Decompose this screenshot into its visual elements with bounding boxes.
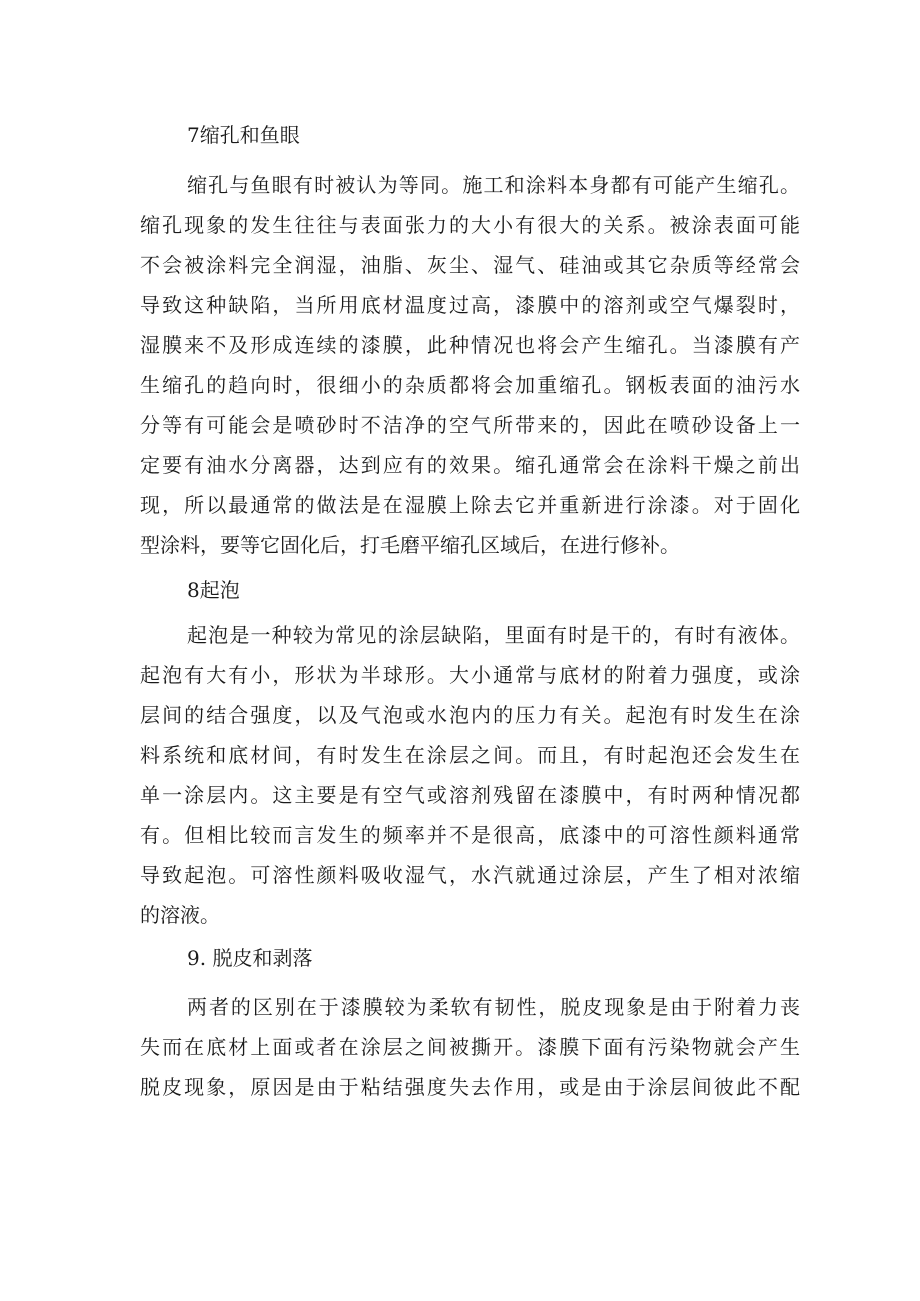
section-heading-7: 7缩孔和鱼眼	[187, 123, 300, 147]
paragraph-line: 起泡有大有小，形状为半球形。大小通常与底材的附着力强度，或涂	[140, 663, 800, 687]
paragraph-line: 有。但相比较而言发生的频率并不是很高，底漆中的可溶性颜料通常	[140, 823, 800, 847]
paragraph-line: 导致起泡。可溶性颜料吸收湿气，水汽就通过涂层，产生了相对浓缩	[140, 863, 800, 887]
section-heading-9: 9. 脱皮和剥落	[187, 946, 313, 970]
paragraph-line: 导致这种缺陷，当所用底材温度过高，漆膜中的溶剂或空气爆裂时，	[140, 293, 800, 317]
paragraph-line: 单一涂层内。这主要是有空气或溶剂残留在漆膜中，有时两种情况都	[140, 783, 800, 807]
paragraph-line: 定要有油水分离器，达到应有的效果。缩孔通常会在涂料干燥之前出	[140, 453, 800, 477]
paragraph-line: 型涂料，要等它固化后，打毛磨平缩孔区域后，在进行修补。	[140, 533, 680, 557]
section-heading-8: 8起泡	[187, 578, 240, 602]
paragraph-line: 缩孔现象的发生往往与表面张力的大小有很大的关系。被涂表面可能	[140, 213, 800, 237]
paragraph-line: 湿膜来不及形成连续的漆膜，此种情况也将会产生缩孔。当漆膜有产	[140, 333, 800, 357]
paragraph-line: 现，所以最通常的做法是在湿膜上除去它并重新进行涂漆。对于固化	[140, 493, 800, 517]
paragraph-line: 生缩孔的趋向时，很细小的杂质都将会加重缩孔。钢板表面的油污水	[140, 373, 800, 397]
paragraph-line: 不会被涂料完全润湿，油脂、灰尘、湿气、硅油或其它杂质等经常会	[140, 253, 800, 277]
paragraph-line: 层间的结合强度，以及气泡或水泡内的压力有关。起泡有时发生在涂	[140, 703, 800, 727]
paragraph-line: 料系统和底材间，有时发生在涂层之间。而且，有时起泡还会发生在	[140, 743, 800, 767]
paragraph-line: 的溶液。	[140, 903, 220, 927]
paragraph-line: 两者的区别在于漆膜较为柔软有韧性，脱皮现象是由于附着力丧	[187, 995, 800, 1019]
paragraph-line: 分等有可能会是喷砂时不洁净的空气所带来的，因此在喷砂设备上一	[140, 413, 800, 437]
paragraph-line: 脱皮现象，原因是由于粘结强度失去作用，或是由于涂层间彼此不配	[140, 1075, 800, 1099]
paragraph-line: 起泡是一种较为常见的涂层缺陷，里面有时是干的，有时有液体。	[187, 623, 800, 647]
paragraph-line: 失而在底材上面或者在涂层之间被撕开。漆膜下面有污染物就会产生	[140, 1035, 800, 1059]
paragraph-line: 缩孔与鱼眼有时被认为等同。施工和涂料本身都有可能产生缩孔。	[187, 173, 800, 197]
